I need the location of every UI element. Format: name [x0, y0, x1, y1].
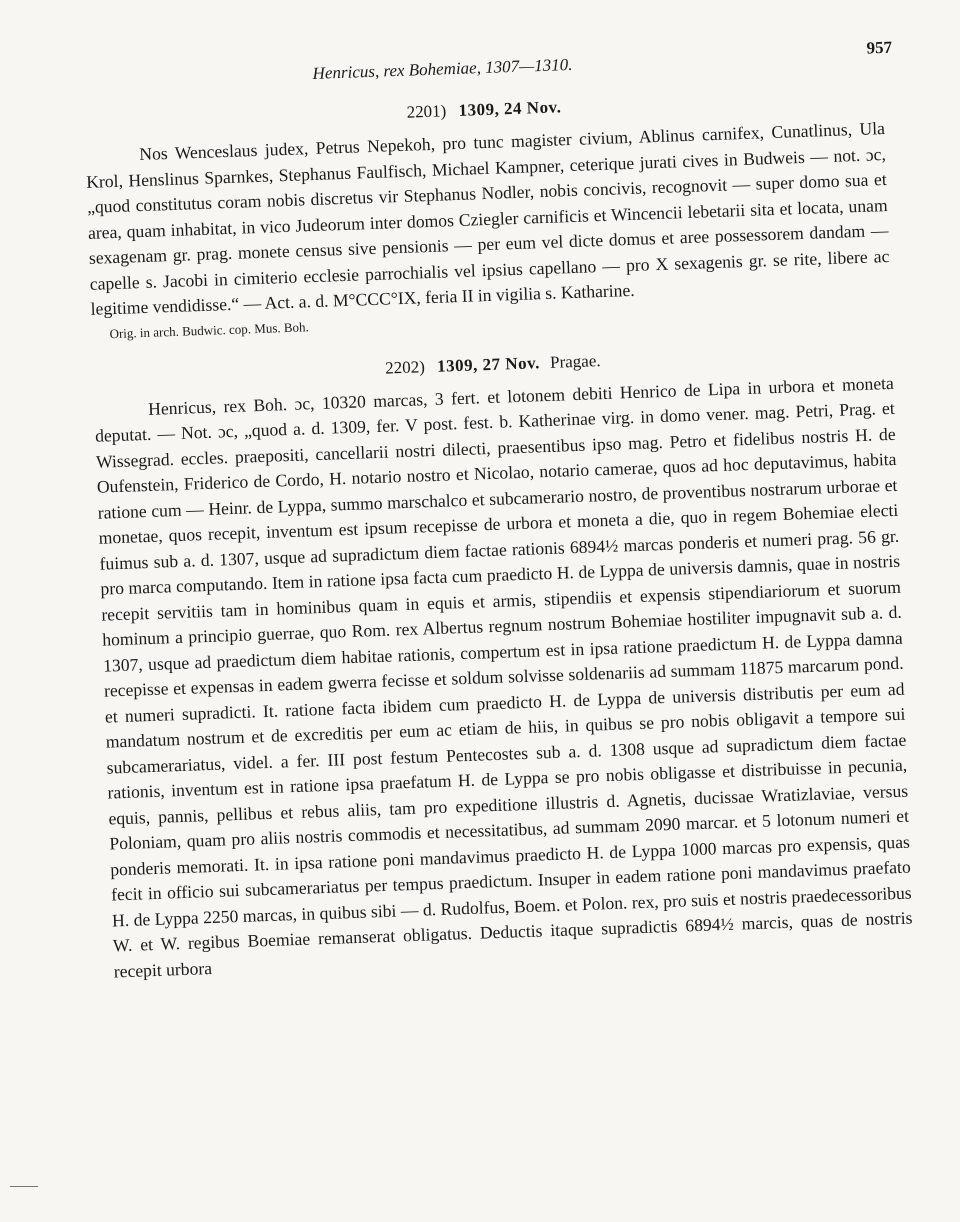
page-number: 957 — [866, 37, 893, 58]
running-header — [82, 32, 893, 94]
document-2202-number: 2202) — [384, 356, 426, 378]
document-2202-paragraph: Henricus, rex Boh. ɔc, 10320 marcas, 3 fert. et lotonem debiti Henrico de Lipa in urbora et moneta deputat. — Not. ɔc, „quod a. d. 1309, fer. V post. fest. b. Katherinae virg. in domo vener. mag. Petri, Prag. et Wissegrad. eccles. praepositi, cancellarii nostri dilecti, praesentibus ipso mag. Petro et fidelibus nostris H. de Oufenstein, Friderico de Cordo, H. notario nostro et Nicolao, notario camerae, quos ad hoc deputavimus, habita ratione cum — Heinr. de Lyppa, summo marschalco et subcamerario nostro, de proventibus nostrarum urborae et monetae, quos recepit, inventum est ipsum recepisse de urbora et moneta a die, quo in regem Bohemiae electi fuimus sub a. d. 1307, usque ad supradictum diem factae rationis 6894½ marcas ponderis et numeri prag. 56 gr. pro marca computando. Item in ratione ipsa facta cum praedicto H. de Lyppa de universis damnis, quae in nostris recepit servitiis tam in hominibus quam in equis et armis, stipendiis et expensis stipendiariorum et suorum hominum a principio guerrae, quo Rom. rex Albertus regnum nostrum Bohemiae hostiliter impugnavit sub a. d. 1307, usque ad praedictum diem habitae rationis, compertum est in ipsa ratione praedictum H. de Lyppa damna recepisse et expensas in eadem gwerra fecisse et soldum solvisse soldenariis ad summam 11875 marcarum pond. et numeri supradicti. It. ratione facta ibidem cum praedicto H. de Lyppa de universis distributis per eum ad mandatum nostrum et de excreditis per eum ac etiam de hiis, in quibus se pro nobis obligavit a tempore sui subcamerariatus, videl. a fer. III post festum Pentecostes sub a. d. 1308 usque ad supradictum diem factae rationis, inventum est in ratione ipsa praefatum H. de Lyppa se pro nobis obligasse et distribuisse in pecunia, equis, pannis, pellibus et rebus aliis, tam pro expeditione illustris d. Agnetis, ducissae Wratizlaviae, versus Poloniam, quam pro aliis nostris commodis et necessitatibus, ad summam 2090 marcar. et 5 lotonum numeri et ponderis memorati. It. in ipsa ratione poni mandavimus praedicto H. de Lyppa 1000 marcas pro expensis, quas fecit in officio sui subcamerariatus per tempus praedictum. Insuper in eadem ratione poni mandavimus praefato H. de Lyppa 2250 marcas, in quibus sibi — d. Rudolfus, Boem. et Polon. rex, pro suis et nostris praedecessoribus W. et W. regibus Boemiae remanserat obligatus. Deductis itaque supradictis 6894½ marcis, quas de nostris recepit urbora — [94, 372, 913, 981]
document-2201-number: 2201) — [406, 101, 447, 122]
document-2201-text — [85, 116, 891, 322]
document-2202-date: 1309, 27 Nov. — [436, 352, 541, 376]
document-2201-paragraph: Nos Wenceslaus judex, Petrus Nepekoh, pro tunc magister civium, Ablinus carnifex, Cunatlinus, Ula Krol, Henslinus Sparnkes, Stephanus Faulfisch, Michael Kampner, ceterique jurati cives in Budweis — not. ɔc, „quod constitutus coram nobis discretus vir Stephanus Nodler, nobis concivis, recognovit — super domo sua et area, quam inhabitat, in vico Judeorum inter domos Cziegler carnificis et Wincencii lebetarii sita et locata, unam sexagenam gr. prag. monete census sive pensionis — per eum vel dicte domus et aree possessorem dandam — capelle s. Jacobi in cimiterio ecclesie parrochialis vel ipsius capellano — pro X sexagenis gr. se rite, libere ac legitime vendidisse.“ — Act. a. d. M°CCC°IX, feria II in vigilia s. Katharine. — [85, 118, 890, 319]
document-2202-place: Pragae. — [549, 350, 601, 372]
margin-mark — [10, 1186, 38, 1187]
document-2202-text — [94, 370, 914, 984]
scanned-text-block — [82, 32, 914, 984]
document-2201-source-note: Orig. in arch. Budwic. cop. Mus. Boh. — [109, 318, 310, 341]
running-title: Henricus, rex Bohemiae, 1307—1310. — [312, 54, 573, 83]
document-2201-date: 1309, 24 Nov. — [458, 97, 562, 120]
